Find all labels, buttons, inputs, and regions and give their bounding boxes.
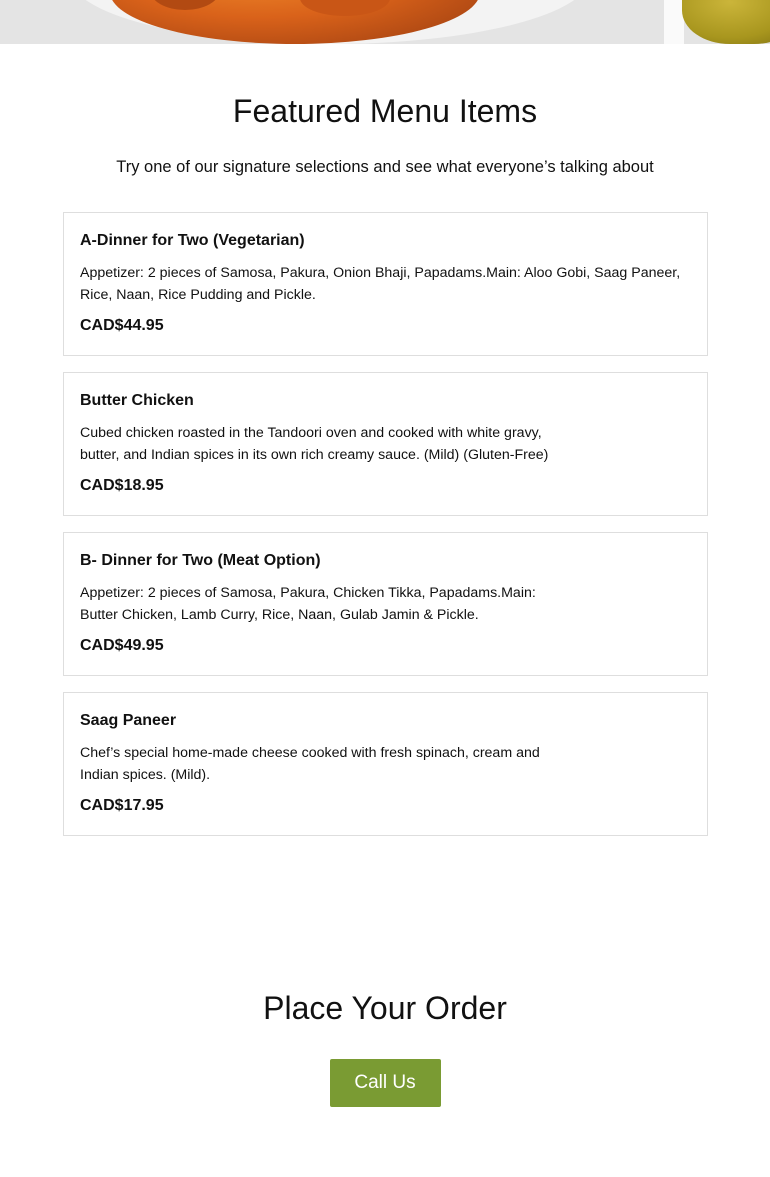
menu-list xyxy=(63,212,708,836)
featured-title: Featured Menu Items xyxy=(232,93,538,129)
menu-item-card[interactable] xyxy=(63,532,708,676)
menu-item-price: CAD$17.95 xyxy=(80,797,164,814)
featured-menu-section xyxy=(0,44,770,836)
featured-subtitle: Try one of our signature selections and see what everyone’s talking about xyxy=(116,158,654,176)
menu-item-description: Appetizer: 2 pieces of Samosa, Pakura, Chicken Tikka, Papadams.Main: Butter Chicken, Lamb Curry, Rice, Naan, Gulab Jamin & Pickle. xyxy=(80,585,536,623)
menu-item-description: Cubed chicken roasted in the Tandoori oven and cooked with white gravy, butter, and Indian spices in its own rich creamy sauce. (Mild) (Gluten-Free) xyxy=(80,425,549,463)
menu-item-price: CAD$18.95 xyxy=(80,477,164,494)
hero-image xyxy=(0,0,770,44)
place-order-section xyxy=(0,989,770,1107)
menu-item-description: Appetizer: 2 pieces of Samosa, Pakura, Onion Bhaji, Papadams.Main: Aloo Gobi, Saag Paneer, Rice, Naan, Rice Pudding and Pickle. xyxy=(80,265,681,303)
menu-item-card[interactable] xyxy=(63,212,708,356)
menu-item-name: Saag Paneer xyxy=(80,712,177,729)
menu-item-name: B- Dinner for Two (Meat Option) xyxy=(80,552,321,569)
menu-item-card[interactable] xyxy=(63,692,708,836)
call-us-button[interactable]: Call Us xyxy=(330,1059,441,1107)
menu-item-card[interactable] xyxy=(63,372,708,516)
menu-item-price: CAD$44.95 xyxy=(80,317,164,334)
side-bowl-rim xyxy=(664,0,684,44)
order-title: Place Your Order xyxy=(263,990,507,1026)
side-dish-image xyxy=(682,0,770,44)
menu-item-name: Butter Chicken xyxy=(80,392,194,409)
curry-piece xyxy=(300,0,390,16)
menu-item-description: Chef’s special home-made cheese cooked with fresh spinach, cream and Indian spices. (Mild). xyxy=(80,745,540,783)
curry-piece xyxy=(150,0,220,10)
menu-item-price: CAD$49.95 xyxy=(80,637,164,654)
menu-item-name: A-Dinner for Two (Vegetarian) xyxy=(80,232,305,249)
